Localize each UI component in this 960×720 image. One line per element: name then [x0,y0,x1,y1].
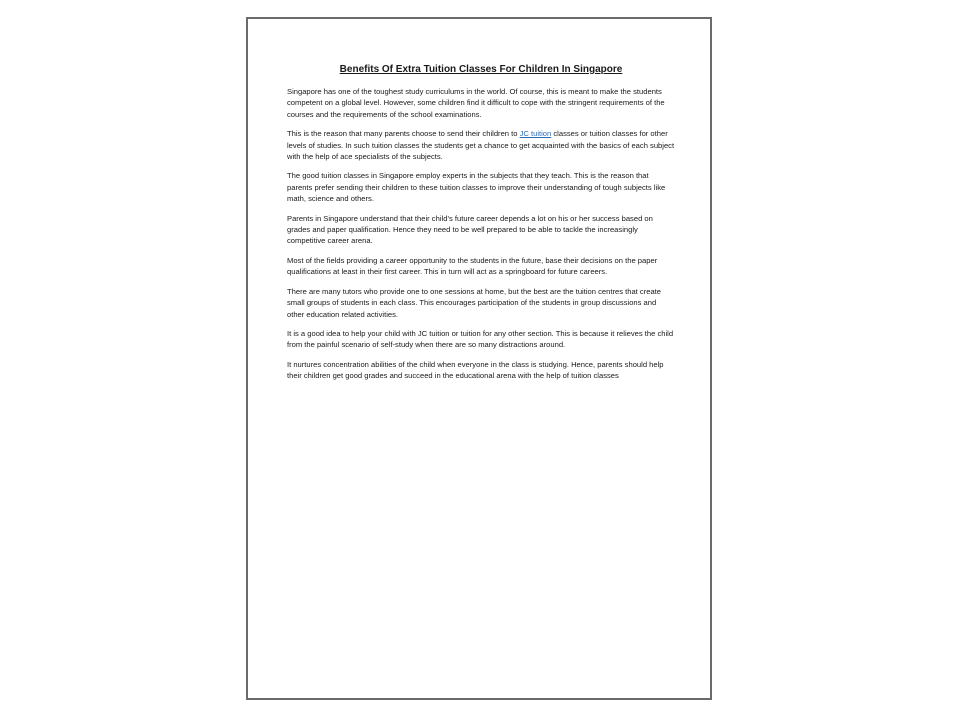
paragraph-8: It nurtures concentration abilities of the child when everyone in the class is studying. Hence, parents should help their children get good grades and succeed in the educational arena with the help of tuition classes [287,359,664,381]
paragraph-2-text-before: This is the reason that many parents choose to send their children to [287,129,520,139]
paragraph-5: Most of the fields providing a career opportunity to the students in the future, base their decisions on the paper qualifications at least in their first career. This in turn will act as a springboard for future careers. [287,255,658,277]
paragraph-6: There are many tutors who provide one to one sessions at home, but the best are the tuition centres that create small groups of students in each class. This encourages participation of the students in group discussions and other education related activities. [287,286,661,319]
document-content [287,63,675,390]
jc-tuition-link[interactable]: JC tuition [519,129,552,139]
paragraph-4: Parents in Singapore understand that their child’s future career depends a lot on his or her success based on grades and paper qualification. Hence they need to be well prepared to be able to tackle the increasingly competitive career arena. [287,213,653,246]
paragraph-1: Singapore has one of the toughest study curriculums in the world. Of course, this is meant to make the students competent on a global level. However, some children find it difficult to cope with the stringent requirements of the courses and the requirements of the school examinations. [287,87,665,119]
paragraph-7: It is a good idea to help your child with JC tuition or tuition for any other section. This is because it relieves the child from the painful scenario of self-study when there are so many distractions around. [287,328,674,350]
paragraph-3: The good tuition classes in Singapore employ experts in the subjects that they teach. This is the reason that parents prefer sending their children to these tuition classes to improve their understanding of tough subjects like math, science and others. [287,171,666,204]
document-title: Benefits Of Extra Tuition Classes For Children In Singapore [339,64,623,75]
paragraph-2-text-after: classes or tuition classes for other levels of studies. In such tuition classes the students get a chance to get acquainted with the basics of each subject with the help of ace specialists of the subjects. [287,129,675,162]
paragraph-2 [287,128,675,162]
document-page [246,17,712,700]
